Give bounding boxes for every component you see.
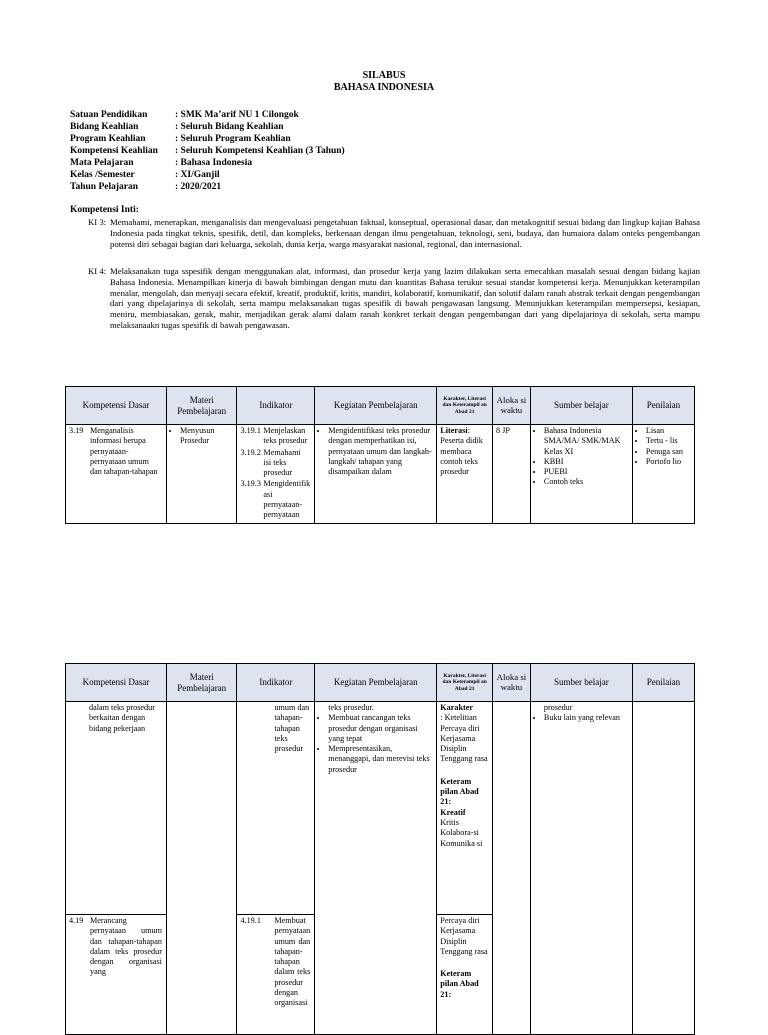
cell-indikator (237, 425, 315, 524)
kegiatan-item: • Mempresentasikan, menanggapi, dan merevisi teks prosedur (328, 744, 433, 775)
cell-penilaian (632, 425, 694, 524)
identity-row (70, 145, 345, 157)
ki3-label: KI 3: (88, 217, 107, 227)
header-materi: Materi Pembelajaran (166, 664, 236, 702)
sumber-item: • Bahasa Indonesia SMA/MA/ SMK/MAK Kelas XI (544, 426, 629, 457)
sumber-item: • Buku lain yang relevan (544, 713, 629, 723)
header-sumber: Sumber belajar (530, 387, 632, 425)
sumber-continuation: prosedur (543, 703, 573, 712)
identity-value: : SMK Ma’arif NU 1 Cilongok (175, 110, 299, 120)
kreatif-label: Kreatif (440, 807, 466, 817)
header-alokasi: Aloka si waktu (493, 387, 531, 425)
header-penilaian: Penilaian (632, 664, 694, 702)
sumber-item: • KBBI (544, 457, 629, 467)
indikator-continuation: umum dan tahapan-tahapan teks prosedur (274, 703, 310, 754)
document-subtitle: BAHASA INDONESIA (333, 82, 435, 93)
cell-kompetensi-dasar (66, 702, 167, 915)
materi-item: • Menyusun Prosedur (180, 426, 233, 447)
indikator-text: Memahami isi teks prosedur (263, 447, 301, 478)
kd-continuation: dalam teks prosedur berkaitan dengan bidang pekerjaan (89, 703, 155, 733)
penilaian-item: • Penuga san (646, 447, 691, 457)
kegiatan-item: • Membuat rancangan teks prosedur dengan organisasi yang tepat (328, 713, 433, 744)
cell-kompetensi-dasar (66, 915, 167, 1035)
identity-value: : Seluruh Bidang Keahlian (175, 122, 284, 132)
cell-materi (166, 425, 236, 524)
indikator-number: 4.19.1 (240, 916, 261, 925)
cell-sumber (530, 425, 632, 524)
kd-text: Merancang pernyataan umum dan tahapan-tahapan dalam teks prosedur dengan organisasi yang (90, 916, 162, 977)
identity-label: Program Keahlian (70, 134, 146, 144)
identity-row (70, 109, 345, 121)
ki4-text: Melaksanakan tuga sspesifik dengan menggunakan alat, informasi, dan prosedur kerja yang lazim dilakukan serta emecahkan masalah sesuai dengan bidang kajian Bahasa Indonesia. Menampilkan kinerja di bawah bimbingan dengan mutu dan kuantitas Bahasa terukur sesuai standar kompetensi kerja. Menunjukkan keterampilan menalar, mengolah, dan menyaji secara efektif, kreatif, produktif, kritis, mandiri, kolaboratif, komunikatif, dan solutif dalam ranah abstrak terkait dengan pengembangan dari yang dipelajarinya di sekolah, serta mampu melaksanakan tugas spesifik di bawah pengawasan langsung. Menunjukkan keterampilan mempersepsi, kesiapan, meniru, membiasakan, gerak, mahir, menjadikan gerak alami dalam ranah konkret terkait dengan pengembangan dari yang dipelajarinya di sekolah, serta mampu melaksanaakn tugas spesifik di bawah pengawasan. (110, 266, 700, 330)
cell-karakter (437, 915, 493, 1035)
identity-value: : Seluruh Kompetensi Keahlian (3 Tahun) (175, 146, 345, 156)
karakter-list: : Ketelitian Percaya diri Kerjasama Disiplin Tenggang rasa (440, 713, 488, 764)
table-header-row (66, 664, 695, 702)
table-row (66, 425, 695, 524)
indikator-text: Menjelaskan teks prosedur (263, 426, 308, 446)
identity-block (70, 109, 345, 193)
karakter-heading: Karakter (440, 703, 474, 712)
sumber-item: • Contoh teks (544, 477, 629, 487)
identity-label: Mata Pelajaran (70, 158, 134, 168)
ki4-label: KI 4: (88, 266, 107, 276)
cell-kegiatan (315, 702, 437, 1035)
header-indikator: Indikator (237, 664, 315, 702)
cell-kegiatan (315, 425, 437, 524)
header-penilaian: Penilaian (632, 387, 694, 425)
header-kegiatan: Kegiatan Pembelajaran (315, 387, 437, 425)
cell-sumber (530, 702, 632, 1035)
cell-penilaian (632, 702, 694, 1035)
karakter-literasi-text: : Peserta didik membaca contoh teks prosedur (440, 426, 483, 477)
karakter-list: Percaya diri Kerjasama Disiplin Tenggang rasa (440, 916, 488, 956)
keterampilan-heading: Keteram pilan Abad 21: (440, 776, 479, 807)
identity-label: Satuan Pendidikan (70, 110, 148, 120)
kd-number: 3.19 (69, 426, 84, 435)
header-sumber: Sumber belajar (530, 664, 632, 702)
kompetensi-inti-heading: Kompetensi Inti: (70, 205, 139, 215)
cell-materi (166, 702, 236, 1035)
header-kompetensi-dasar: Kompetensi Dasar (66, 387, 167, 425)
identity-value: : Seluruh Program Keahlian (175, 134, 291, 144)
penilaian-item: • Lisan (646, 426, 691, 436)
header-kegiatan: Kegiatan Pembelajaran (315, 664, 437, 702)
header-materi: Materi Pembelajaran (166, 387, 236, 425)
identity-label: Bidang Keahlian (70, 122, 139, 132)
table-header-row (66, 387, 695, 425)
table-row (66, 702, 695, 915)
document-title: SILABUS (362, 70, 406, 81)
indikator-number: 3.19.3 (240, 479, 261, 489)
identity-value: : Bahasa Indonesia (175, 158, 253, 168)
kd-number: 4.19 (69, 916, 84, 925)
keterampilan-list: Kritis Kolabora-si Komunika si (440, 817, 483, 848)
cell-indikator (237, 702, 315, 915)
cell-alokasi (493, 702, 531, 1035)
indikator-number: 3.19.1 (240, 426, 261, 435)
identity-value: : 2020/2021 (175, 182, 222, 192)
kegiatan-item: • Mengidentifikasi teks prosedur dengan memperhatikan isi, pernyataan umum dan langkah-langkah/ tahapan yang disampaikan dalam (328, 426, 433, 477)
penilaian-item: • Tertu - lis (646, 436, 691, 446)
header-karakter: Karakter, Literasi dan Keterampil an Abad 21 (437, 664, 493, 702)
header-karakter: Karakter, Literasi dan Keterampil an Abad 21 (437, 387, 493, 425)
ki3-paragraph (88, 217, 700, 249)
identity-value: : XI/Ganjil (175, 170, 220, 180)
ki3-text: Memahami, menerapkan, menganalisis dan mengevaluasi pengetahuan faktual, konseptual, operasional dasar, dan metakognitif sesuai bidang dan lingkup kajian Bahasa Indonesia pada tingkat teknis, spesifik, detil, dan kompleks, berkenaan dengan ilmu pengetahuan, teknologi, seni, budaya, dan humaiora dalam onteks pengembangan potensi diri sebagai bagian dari keluarga, sekolah, dunia kerja, warga masyarakat nasional, regional, dan internasional. (110, 217, 700, 249)
sumber-item: • PUEBI (544, 467, 629, 477)
ki4-paragraph (88, 266, 700, 331)
header-indikator: Indikator (237, 387, 315, 425)
identity-row (70, 121, 345, 133)
keterampilan-heading: Keteram pilan Abad 21: (440, 969, 479, 999)
indikator-number: 3.19.2 (240, 447, 261, 457)
header-alokasi: Aloka si waktu (493, 664, 531, 702)
cell-indikator (237, 915, 315, 1035)
header-kompetensi-dasar: Kompetensi Dasar (66, 664, 167, 702)
indikator-text: Membuat pernyataan umum dan tahapan-tahapan dalam teks prosedur dengan organisasi (274, 916, 311, 1008)
kd-text: Menganalisis informasi berupa pernyataan-pernyataan umum dan tahapan-tahapan (90, 426, 158, 477)
syllabus-table-2 (65, 663, 695, 1035)
identity-label: Kelas /Semester (70, 170, 135, 180)
identity-label: Tahun Pelajaran (70, 182, 139, 192)
identity-label: Kompetensi Keahlian (70, 146, 158, 156)
identity-row (70, 157, 345, 169)
cell-karakter (437, 425, 493, 524)
identity-row (70, 133, 345, 145)
kegiatan-continuation: teks prosedur. (328, 703, 374, 712)
syllabus-table-1 (65, 386, 695, 524)
cell-alokasi: 8 JP (493, 425, 531, 524)
identity-row (70, 169, 345, 181)
karakter-literasi-label: Literasi (440, 426, 468, 435)
indikator-text: Mengidentifik asi pernyataan-pernyataan (263, 479, 311, 520)
cell-karakter (437, 702, 493, 915)
identity-row (70, 181, 345, 193)
penilaian-item: • Portofo lio (646, 457, 691, 467)
cell-kompetensi-dasar (66, 425, 167, 524)
